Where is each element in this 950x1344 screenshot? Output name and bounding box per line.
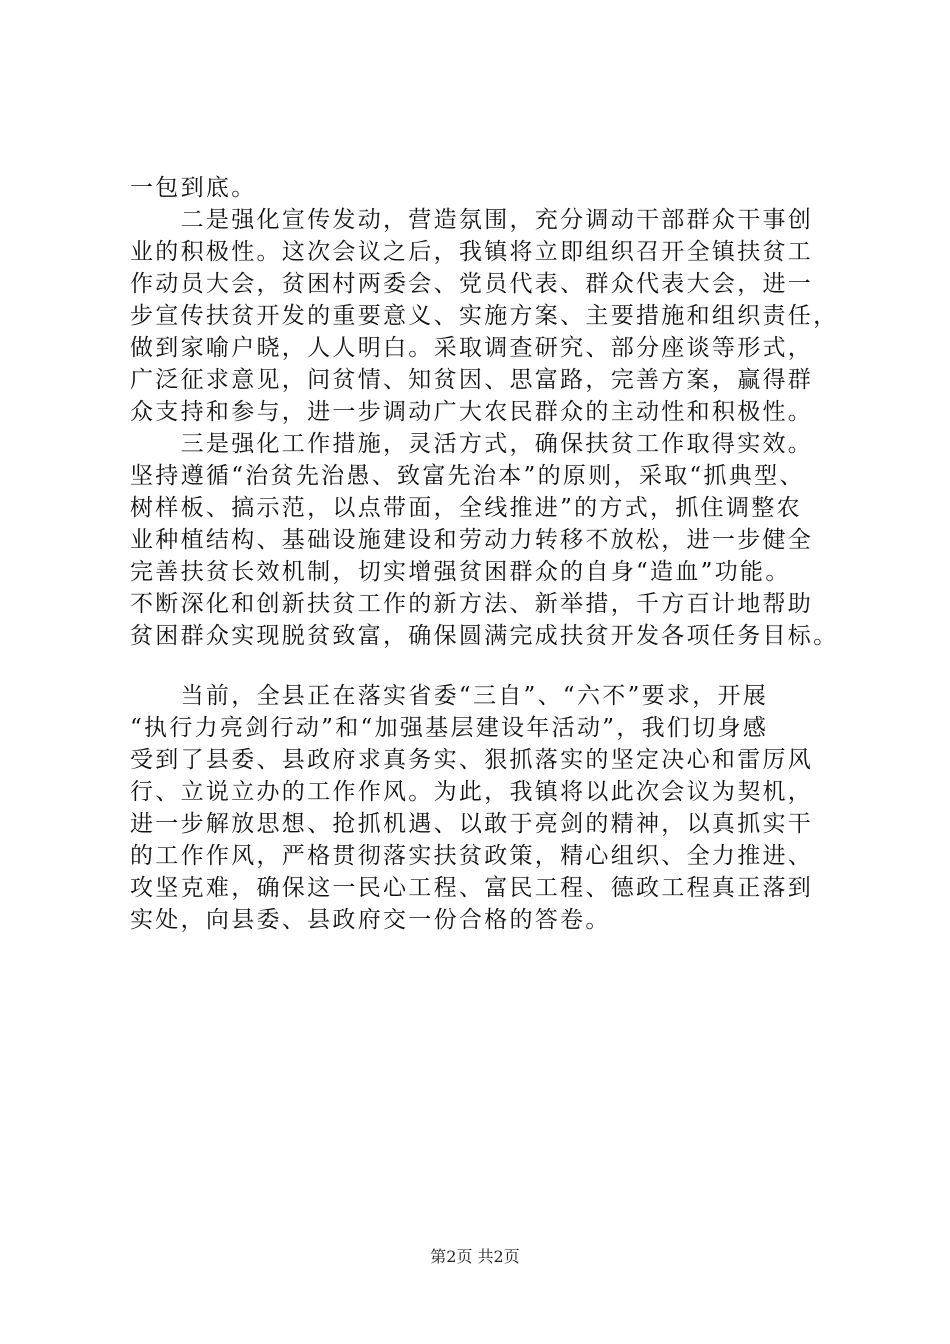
paragraph [130,680,850,936]
text-line: “执行力亮剑行动”和“加强基层建设年活动”，我们切身感 [130,715,769,741]
text-line: 完善扶贫长效机制，切实增强贫困群众的自身“造血”功能。 [130,559,791,585]
text-line: 作动员大会，贫困村两委会、党员代表、群众代表大会，进一 [130,271,814,297]
text-line: 受到了县委、县政府求真务实、狠抓落实的坚定决心和雷厉风 [130,747,814,773]
text-line: 众支持和参与，进一步调动广大农民群众的主动性和积极性。 [130,399,814,425]
paragraph-spacer [130,652,850,680]
text-line: 的工作作风，严格贯彻落实扶贫政策，精心组织、全力推进、 [130,843,814,869]
text-line: 当前，全县正在落实省委“三自”、“六不”要求，开展 [130,683,769,709]
paragraph [130,172,850,204]
text-line: 坚持遵循“治贫先治愚、致富先治本”的原则，采取“抓典型、 [130,463,805,489]
text-line: 步宣传扶贫开发的重要意义、实施方案、主要措施和组织责任， [130,303,839,329]
text-line: 行、立说立办的工作作风。为此，我镇将以此次会议为契机， [130,779,814,805]
text-line: 一包到底。 [130,175,257,201]
text-line: 二是强化宣传发动，营造氛围，充分调动干部群众干事创 [130,207,814,233]
text-line: 做到家喻户晓，人人明白。采取调查研究、部分座谈等形式， [130,335,814,361]
text-line: 业的积极性。这次会议之后，我镇将立即组织召开全镇扶贫工 [130,239,814,265]
text-line: 广泛征求意见，问贫情、知贫因、思富路，完善方案，赢得群 [130,367,814,393]
text-line: 树样板、搞示范，以点带面，全线推进”的方式，抓住调整农 [130,495,802,521]
page-number-footer: 第2页 共2页 [430,1247,520,1266]
paragraph [130,428,850,652]
text-line: 进一步解放思想、抢抓机遇、以敢于亮剑的精神，以真抓实干 [130,811,814,837]
text-line: 攻坚克难，确保这一民心工程、富民工程、德政工程真正落到 [130,875,814,901]
paragraph [130,204,850,428]
text-line: 业种植结构、基础设施建设和劳动力转移不放松，进一步健全 [130,527,814,553]
text-line: 贫困群众实现脱贫致富，确保圆满完成扶贫开发各项任务目标。 [130,623,839,649]
text-line: 三是强化工作措施，灵活方式，确保扶贫工作取得实效。 [130,431,814,457]
body-text [130,172,850,936]
text-line: 不断深化和创新扶贫工作的新方法、新举措，千方百计地帮助 [130,591,814,617]
text-line: 实处，向县委、县政府交一份合格的答卷。 [130,907,611,933]
